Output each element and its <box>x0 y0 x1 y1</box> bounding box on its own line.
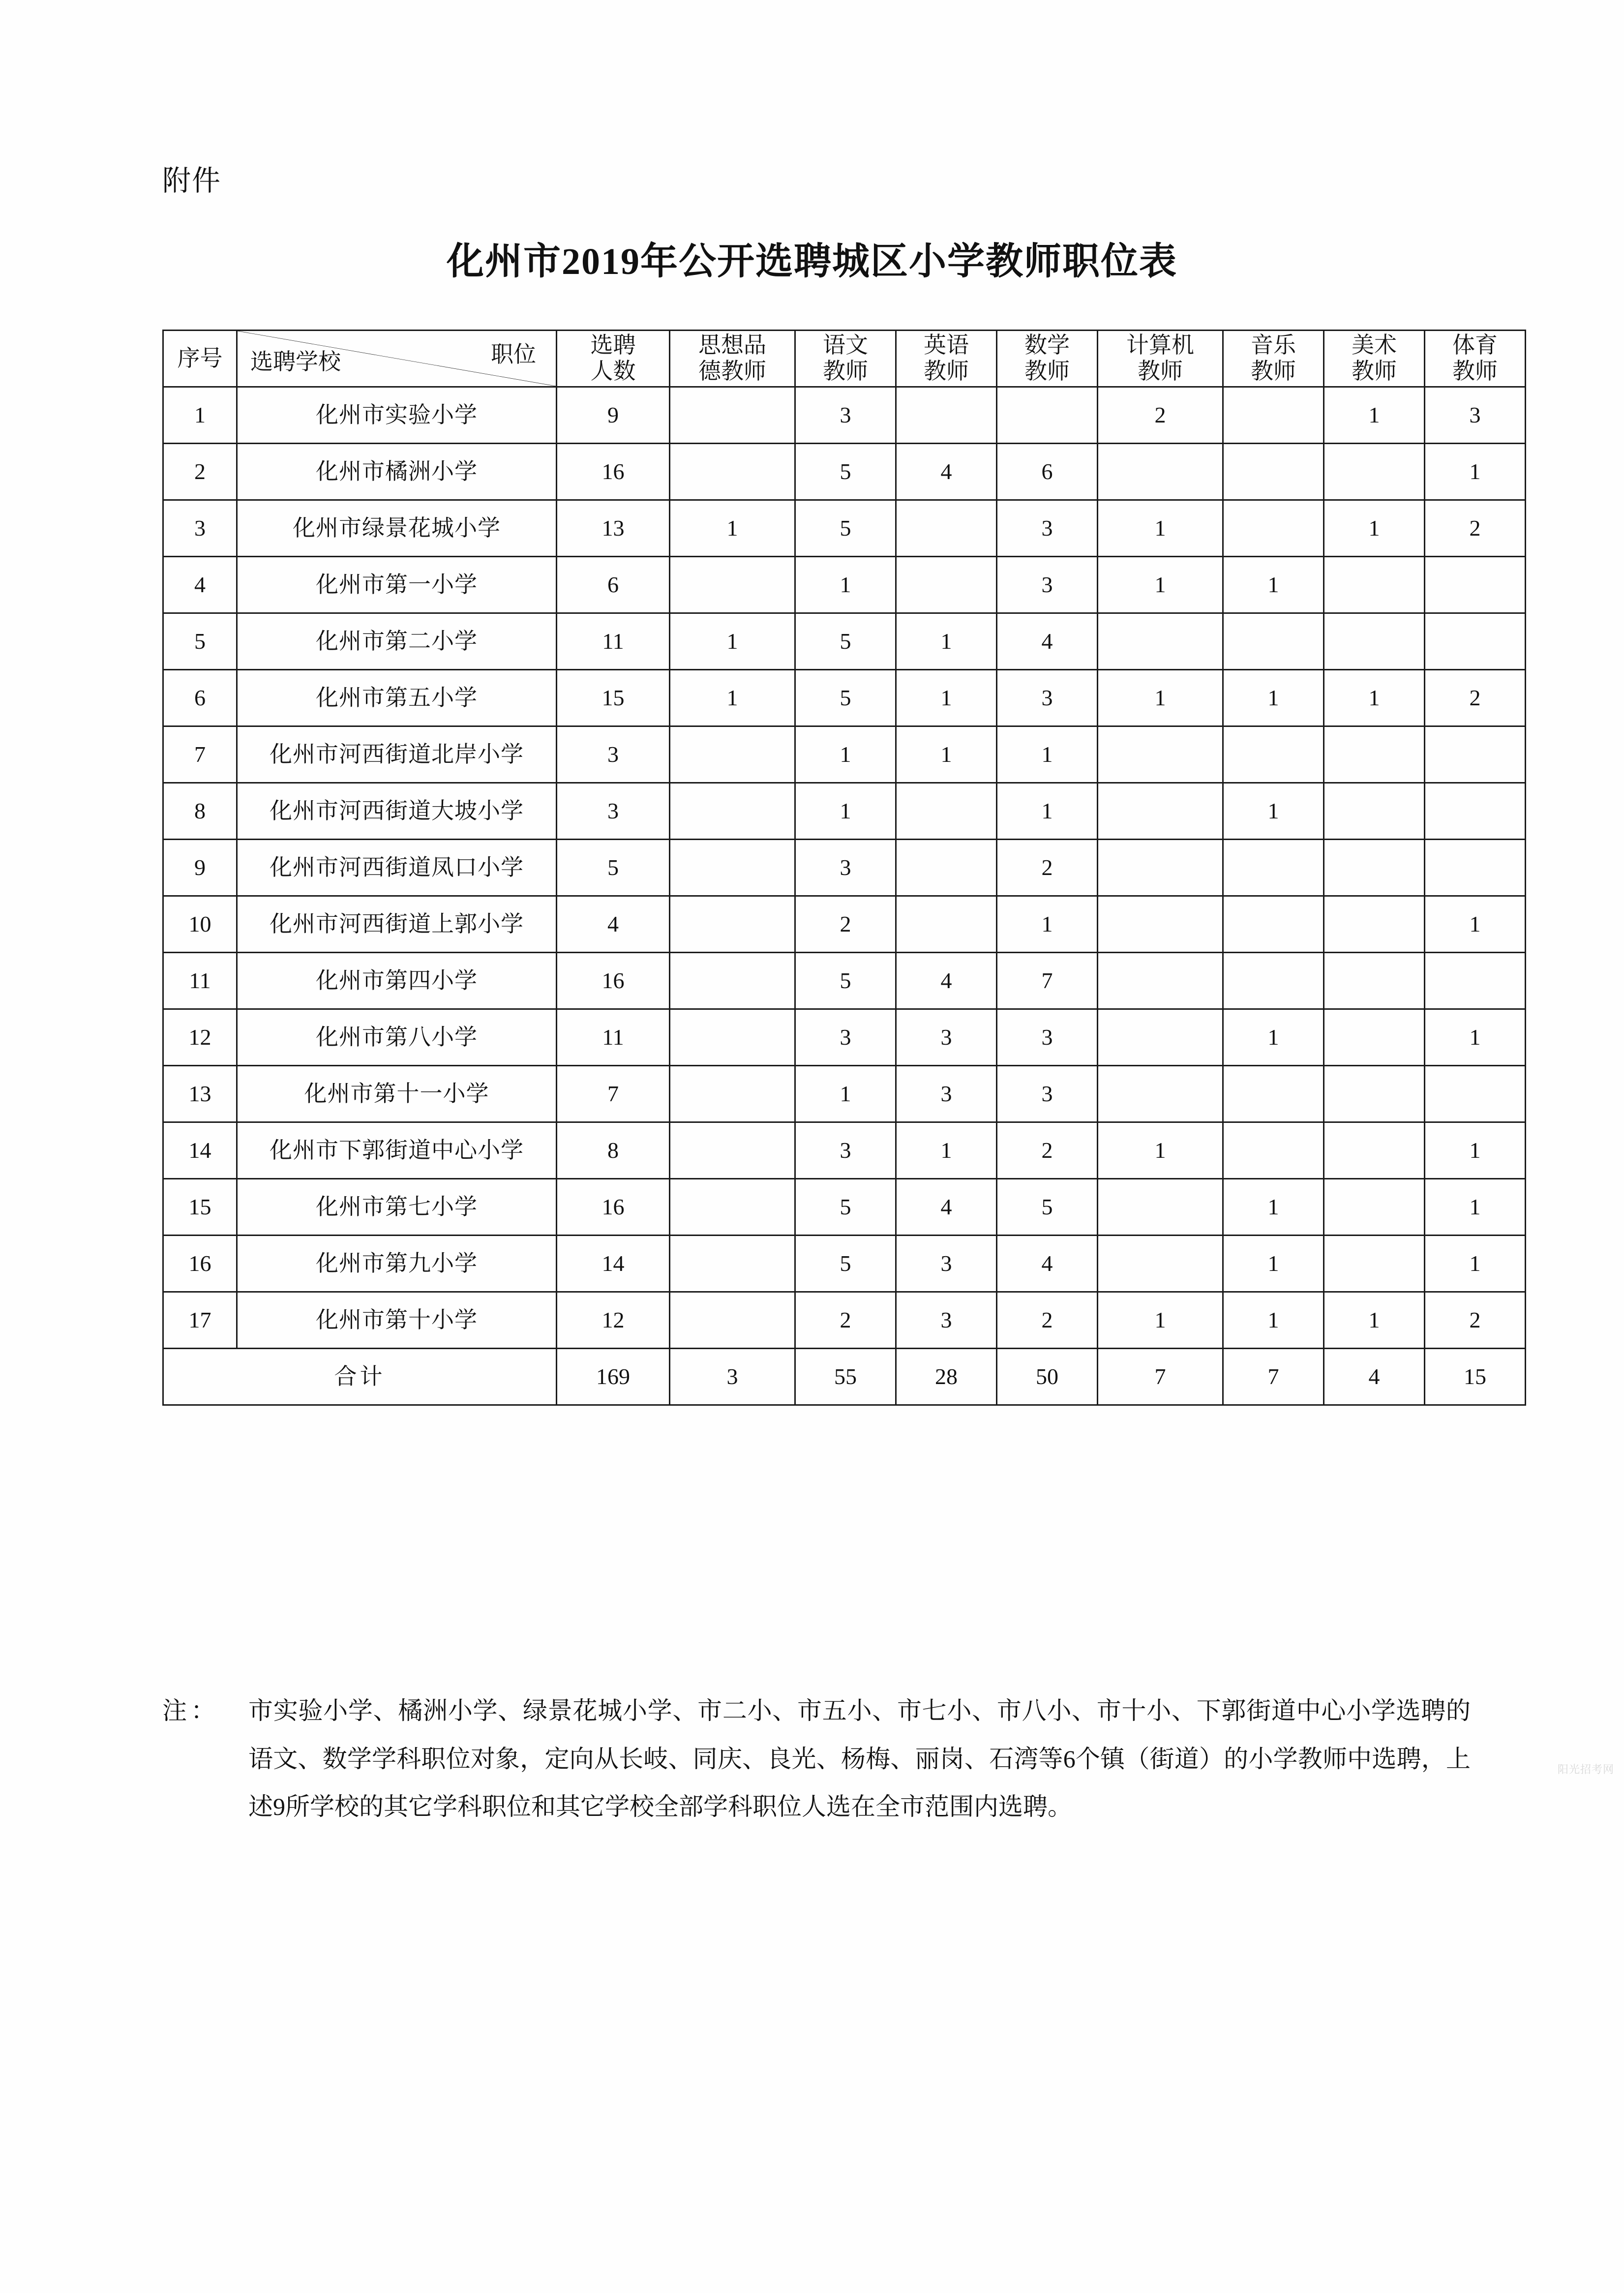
cell-chinese: 3 <box>795 387 896 444</box>
cell-index: 12 <box>163 1009 237 1066</box>
cell-english: 1 <box>896 613 997 670</box>
cell-english: 1 <box>896 726 997 783</box>
cell-index: 1 <box>163 387 237 444</box>
cell-total: 9 <box>557 387 670 444</box>
cell-art <box>1324 1179 1425 1236</box>
cell-moral <box>670 1236 795 1292</box>
cell-math: 6 <box>997 444 1098 500</box>
cell-music <box>1223 613 1324 670</box>
cell-school: 化州市第二小学 <box>237 613 557 670</box>
cell-total: 12 <box>557 1292 670 1349</box>
cell-index: 6 <box>163 670 237 726</box>
cell-math: 3 <box>997 1009 1098 1066</box>
cell-music: 1 <box>1223 557 1324 613</box>
cell-math: 1 <box>997 726 1098 783</box>
cell-english: 3 <box>896 1066 997 1122</box>
cell-computer <box>1098 896 1223 953</box>
cell-computer <box>1098 726 1223 783</box>
cell-total: 8 <box>557 1122 670 1179</box>
cell-school: 化州市河西街道上郭小学 <box>237 896 557 953</box>
cell-chinese: 5 <box>795 500 896 557</box>
cell-moral <box>670 1122 795 1179</box>
cell-pe: 1 <box>1425 1236 1526 1292</box>
cell-chinese: 3 <box>795 1009 896 1066</box>
cell-index: 14 <box>163 1122 237 1179</box>
cell-english <box>896 840 997 896</box>
cell-math: 3 <box>997 500 1098 557</box>
cell-index: 8 <box>163 783 237 840</box>
table-row <box>163 387 1526 444</box>
cell-computer <box>1098 1009 1223 1066</box>
cell-chinese: 2 <box>795 896 896 953</box>
cell-music <box>1223 387 1324 444</box>
table-row <box>163 840 1526 896</box>
cell-pe <box>1425 1066 1526 1122</box>
table-row <box>163 1122 1526 1179</box>
cell-music <box>1223 1066 1324 1122</box>
cell-pe: 1 <box>1425 1009 1526 1066</box>
cell-pe <box>1425 840 1526 896</box>
cell-chinese: 5 <box>795 444 896 500</box>
cell-school: 化州市第七小学 <box>237 1179 557 1236</box>
cell-school: 化州市河西街道北岸小学 <box>237 726 557 783</box>
header-math-teacher: 数学 教师 <box>997 331 1098 387</box>
cell-art <box>1324 896 1425 953</box>
cell-school: 化州市河西街道大坡小学 <box>237 783 557 840</box>
total-math: 50 <box>997 1349 1098 1405</box>
cell-english: 4 <box>896 953 997 1009</box>
cell-music <box>1223 840 1324 896</box>
cell-moral <box>670 896 795 953</box>
cell-art <box>1324 613 1425 670</box>
cell-art: 1 <box>1324 1292 1425 1349</box>
cell-pe <box>1425 557 1526 613</box>
total-music: 7 <box>1223 1349 1324 1405</box>
cell-math: 3 <box>997 670 1098 726</box>
total-chinese: 55 <box>795 1349 896 1405</box>
cell-computer <box>1098 953 1223 1009</box>
cell-total: 5 <box>557 840 670 896</box>
cell-math: 2 <box>997 1292 1098 1349</box>
cell-total: 7 <box>557 1066 670 1122</box>
cell-moral <box>670 1292 795 1349</box>
cell-pe: 1 <box>1425 1122 1526 1179</box>
cell-chinese: 5 <box>795 953 896 1009</box>
cell-total: 16 <box>557 444 670 500</box>
total-computer: 7 <box>1098 1349 1223 1405</box>
cell-moral <box>670 557 795 613</box>
cell-english: 4 <box>896 444 997 500</box>
header-index: 序号 <box>163 331 237 387</box>
cell-school: 化州市河西街道凤口小学 <box>237 840 557 896</box>
header-school-label: 选聘学校 <box>250 349 341 375</box>
total-moral: 3 <box>670 1349 795 1405</box>
table-row <box>163 1009 1526 1066</box>
table-row <box>163 1179 1526 1236</box>
cell-art <box>1324 783 1425 840</box>
cell-school: 化州市第十小学 <box>237 1292 557 1349</box>
header-english-teacher: 英语 教师 <box>896 331 997 387</box>
cell-moral <box>670 840 795 896</box>
cell-pe: 2 <box>1425 670 1526 726</box>
cell-math: 1 <box>997 896 1098 953</box>
cell-chinese: 1 <box>795 726 896 783</box>
total-pe: 15 <box>1425 1349 1526 1405</box>
table-row <box>163 1066 1526 1122</box>
cell-english <box>896 387 997 444</box>
cell-moral <box>670 1009 795 1066</box>
cell-math: 4 <box>997 613 1098 670</box>
cell-music <box>1223 500 1324 557</box>
header-position-label: 职位 <box>491 342 536 367</box>
cell-school: 化州市第九小学 <box>237 1236 557 1292</box>
cell-moral: 1 <box>670 670 795 726</box>
header-total-count: 选聘 人数 <box>557 331 670 387</box>
cell-school: 化州市实验小学 <box>237 387 557 444</box>
cell-total: 3 <box>557 726 670 783</box>
cell-english: 3 <box>896 1292 997 1349</box>
cell-english: 1 <box>896 670 997 726</box>
cell-moral <box>670 1179 795 1236</box>
cell-math: 2 <box>997 1122 1098 1179</box>
cell-pe <box>1425 953 1526 1009</box>
table-header-row <box>163 331 1526 387</box>
cell-pe: 2 <box>1425 1292 1526 1349</box>
cell-school: 化州市下郭街道中心小学 <box>237 1122 557 1179</box>
cell-computer: 1 <box>1098 557 1223 613</box>
cell-index: 5 <box>163 613 237 670</box>
table-row <box>163 953 1526 1009</box>
total-count: 169 <box>557 1349 670 1405</box>
cell-computer: 1 <box>1098 670 1223 726</box>
cell-chinese: 5 <box>795 670 896 726</box>
cell-art <box>1324 557 1425 613</box>
cell-art <box>1324 840 1425 896</box>
cell-music <box>1223 726 1324 783</box>
table-total-row <box>163 1349 1526 1405</box>
job-positions-table-container <box>162 330 1498 1406</box>
note-section <box>162 1687 1471 1831</box>
cell-index: 2 <box>163 444 237 500</box>
table-row <box>163 1236 1526 1292</box>
cell-school: 化州市第一小学 <box>237 557 557 613</box>
cell-computer: 1 <box>1098 1122 1223 1179</box>
cell-moral <box>670 783 795 840</box>
cell-moral <box>670 726 795 783</box>
cell-art <box>1324 726 1425 783</box>
cell-music: 1 <box>1223 783 1324 840</box>
total-label: 合计 <box>163 1349 557 1405</box>
cell-chinese: 5 <box>795 1179 896 1236</box>
cell-school: 化州市第八小学 <box>237 1009 557 1066</box>
cell-music: 1 <box>1223 670 1324 726</box>
cell-moral <box>670 1066 795 1122</box>
cell-math: 3 <box>997 557 1098 613</box>
cell-total: 11 <box>557 613 670 670</box>
cell-pe <box>1425 783 1526 840</box>
table-row <box>163 1292 1526 1349</box>
cell-computer: 2 <box>1098 387 1223 444</box>
cell-english <box>896 557 997 613</box>
cell-pe <box>1425 613 1526 670</box>
watermark-text: 阳光招考网 <box>1557 1763 1614 1776</box>
cell-computer <box>1098 444 1223 500</box>
cell-school: 化州市第四小学 <box>237 953 557 1009</box>
attachment-label: 附件 <box>162 165 222 197</box>
job-positions-table <box>162 330 1526 1406</box>
cell-math: 1 <box>997 783 1098 840</box>
cell-computer <box>1098 840 1223 896</box>
cell-chinese: 1 <box>795 1066 896 1122</box>
table-row <box>163 444 1526 500</box>
cell-music <box>1223 1122 1324 1179</box>
cell-index: 7 <box>163 726 237 783</box>
cell-english <box>896 783 997 840</box>
cell-school: 化州市橘洲小学 <box>237 444 557 500</box>
cell-school: 化州市第十一小学 <box>237 1066 557 1122</box>
cell-chinese: 3 <box>795 840 896 896</box>
cell-chinese: 3 <box>795 1122 896 1179</box>
cell-computer: 1 <box>1098 1292 1223 1349</box>
cell-english: 3 <box>896 1236 997 1292</box>
cell-computer <box>1098 1236 1223 1292</box>
cell-index: 15 <box>163 1179 237 1236</box>
table-row <box>163 557 1526 613</box>
cell-moral: 1 <box>670 500 795 557</box>
total-art: 4 <box>1324 1349 1425 1405</box>
table-row <box>163 670 1526 726</box>
cell-english: 1 <box>896 1122 997 1179</box>
cell-art: 1 <box>1324 387 1425 444</box>
cell-computer <box>1098 1179 1223 1236</box>
table-row <box>163 613 1526 670</box>
cell-pe: 3 <box>1425 387 1526 444</box>
cell-art <box>1324 1066 1425 1122</box>
cell-art <box>1324 953 1425 1009</box>
cell-pe <box>1425 726 1526 783</box>
cell-pe: 1 <box>1425 444 1526 500</box>
header-art-teacher: 美术 教师 <box>1324 331 1425 387</box>
cell-index: 3 <box>163 500 237 557</box>
header-pe-teacher: 体育 教师 <box>1425 331 1526 387</box>
cell-math: 2 <box>997 840 1098 896</box>
cell-total: 14 <box>557 1236 670 1292</box>
page-title: 化州市2019年公开选聘城区小学教师职位表 <box>447 241 1177 282</box>
cell-index: 11 <box>163 953 237 1009</box>
cell-total: 3 <box>557 783 670 840</box>
cell-art <box>1324 444 1425 500</box>
cell-school: 化州市绿景花城小学 <box>237 500 557 557</box>
header-music-teacher: 音乐 教师 <box>1223 331 1324 387</box>
cell-index: 10 <box>163 896 237 953</box>
cell-computer <box>1098 1066 1223 1122</box>
cell-music <box>1223 953 1324 1009</box>
table-row <box>163 500 1526 557</box>
cell-math: 7 <box>997 953 1098 1009</box>
cell-music <box>1223 896 1324 953</box>
cell-music: 1 <box>1223 1179 1324 1236</box>
cell-chinese: 5 <box>795 1236 896 1292</box>
cell-total: 6 <box>557 557 670 613</box>
cell-music: 1 <box>1223 1009 1324 1066</box>
cell-total: 11 <box>557 1009 670 1066</box>
cell-index: 9 <box>163 840 237 896</box>
cell-pe: 2 <box>1425 500 1526 557</box>
cell-index: 16 <box>163 1236 237 1292</box>
cell-music: 1 <box>1223 1236 1324 1292</box>
cell-total: 15 <box>557 670 670 726</box>
cell-total: 13 <box>557 500 670 557</box>
cell-english: 3 <box>896 1009 997 1066</box>
header-chinese-teacher: 语文 教师 <box>795 331 896 387</box>
cell-index: 13 <box>163 1066 237 1122</box>
cell-art <box>1324 1009 1425 1066</box>
cell-pe: 1 <box>1425 1179 1526 1236</box>
cell-math: 4 <box>997 1236 1098 1292</box>
header-moral-teacher: 思想品 德教师 <box>670 331 795 387</box>
header-computer-teacher: 计算机 教师 <box>1098 331 1223 387</box>
table-row <box>163 783 1526 840</box>
cell-art: 1 <box>1324 500 1425 557</box>
cell-chinese: 5 <box>795 613 896 670</box>
cell-index: 4 <box>163 557 237 613</box>
cell-music <box>1223 444 1324 500</box>
cell-math <box>997 387 1098 444</box>
cell-math: 5 <box>997 1179 1098 1236</box>
cell-index: 17 <box>163 1292 237 1349</box>
cell-english <box>896 500 997 557</box>
cell-school: 化州市第五小学 <box>237 670 557 726</box>
cell-math: 3 <box>997 1066 1098 1122</box>
cell-art <box>1324 1236 1425 1292</box>
cell-chinese: 1 <box>795 557 896 613</box>
note-label: 注： <box>162 1697 219 1724</box>
cell-chinese: 2 <box>795 1292 896 1349</box>
table-row <box>163 896 1526 953</box>
cell-moral <box>670 953 795 1009</box>
note-text: 市实验小学、橘洲小学、绿景花城小学、市二小、市五小、市七小、市八小、市十小、下郭街道中心小学选聘的语文、数学学科职位对象，定向从长岐、同庆、良光、杨梅、丽岗、石湾等6个镇（街道）的小学教师中选聘，上述9所学校的其它学科职位和其它学校全部学科职位人选在全市范围内选聘。 <box>248 1697 1471 1820</box>
cell-art <box>1324 1122 1425 1179</box>
cell-english: 4 <box>896 1179 997 1236</box>
cell-chinese: 1 <box>795 783 896 840</box>
cell-computer <box>1098 613 1223 670</box>
total-english: 28 <box>896 1349 997 1405</box>
cell-music: 1 <box>1223 1292 1324 1349</box>
table-row <box>163 726 1526 783</box>
cell-total: 16 <box>557 1179 670 1236</box>
cell-computer <box>1098 783 1223 840</box>
cell-pe: 1 <box>1425 896 1526 953</box>
cell-moral <box>670 387 795 444</box>
cell-computer: 1 <box>1098 500 1223 557</box>
cell-total: 4 <box>557 896 670 953</box>
cell-art: 1 <box>1324 670 1425 726</box>
header-diagonal-position-school <box>237 331 557 387</box>
cell-moral <box>670 444 795 500</box>
cell-total: 16 <box>557 953 670 1009</box>
cell-moral: 1 <box>670 613 795 670</box>
cell-english <box>896 896 997 953</box>
